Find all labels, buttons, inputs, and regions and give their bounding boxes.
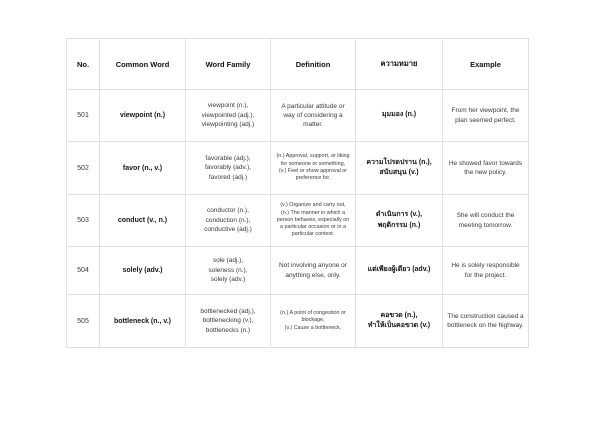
cell-thai-meaning — [356, 195, 443, 247]
word-family-line: conductor (n.), — [207, 207, 249, 215]
cell-word-family — [186, 195, 271, 247]
table-row-503 — [67, 195, 529, 247]
word-family-line: viewpointed (adj.), — [201, 111, 255, 119]
cell-thai-meaning — [356, 295, 443, 348]
word-family-line: favorable (adj.), — [205, 154, 251, 162]
cell-definition — [271, 142, 356, 195]
cell-common-word: viewpoint (n.) — [100, 90, 186, 142]
header-row — [67, 39, 529, 90]
cell-no: 505 — [67, 295, 100, 348]
definition-part: (n.) Approval, support, or liking for someone or something, — [276, 153, 350, 167]
definition-part: Not involving anyone or anything else, only. — [279, 262, 347, 279]
header-example: Example — [443, 39, 529, 90]
cell-common-word: favor (n., v.) — [100, 142, 186, 195]
definition-part: (n.) The manner in which a person behaves, especially on a particular occasion or in a particular context. — [276, 209, 350, 238]
cell-thai-meaning — [356, 90, 443, 142]
word-family-line: conduction (n.), — [205, 216, 251, 224]
definition-part: (v.) Cause a bottleneck. — [284, 324, 342, 331]
table-row-504 — [67, 247, 529, 295]
word-family-line: viewpoint (n.), — [207, 102, 249, 110]
cell-thai-meaning — [356, 247, 443, 295]
cell-example: The construction caused a bottleneck on the highway. — [443, 295, 529, 348]
cell-example: She will conduct the meeting tomorrow. — [443, 195, 529, 247]
cell-example: He is solely responsible for the project. — [443, 247, 529, 295]
header-common-word: Common Word — [100, 39, 186, 90]
table-row-501 — [67, 90, 529, 142]
header-thai-meaning: ความหมาย — [356, 39, 443, 90]
word-family-line: bottlenecks (n.) — [205, 326, 251, 334]
definition-part: (v.) Organize and carry out, — [280, 202, 346, 209]
thai-meaning-line: คอขวด (n.), — [380, 311, 418, 319]
cell-no: 503 — [67, 195, 100, 247]
word-family-line: favorably (adv.), — [204, 164, 252, 172]
table-row-505 — [67, 295, 529, 348]
cell-common-word: conduct (v., n.) — [100, 195, 186, 247]
cell-example: He showed favor towards the new policy. — [443, 142, 529, 195]
word-family-line: bottlenecking (v.), — [202, 317, 254, 325]
word-family-line: bottlenecked (adj.), — [200, 307, 256, 315]
thai-meaning-line: มุมมอง (n.) — [381, 111, 417, 119]
thai-meaning-line: ความโปรดปราน (n.), — [366, 158, 432, 166]
cell-word-family — [186, 90, 271, 142]
header-no: No. — [67, 39, 100, 90]
thai-meaning-line: สนับสนุน (v.) — [379, 169, 419, 176]
table-row-502 — [67, 142, 529, 195]
cell-definition — [271, 90, 356, 142]
cell-word-family — [186, 142, 271, 195]
word-family-line: soleness (n.), — [208, 266, 248, 274]
word-family-line: conductive (adj.) — [204, 226, 252, 234]
definition-part: (v.) Feel or show approval or preference for. — [278, 168, 348, 182]
cell-thai-meaning — [356, 142, 443, 195]
cell-word-family — [186, 295, 271, 348]
thai-meaning-line: ดำเนินการ (v.), — [375, 211, 423, 218]
cell-example: From her viewpoint, the plan seemed perfect. — [443, 90, 529, 142]
header-word-family: Word Family — [186, 39, 271, 90]
thai-meaning-line: พฤติกรรม (n.) — [377, 221, 421, 229]
definition-part: (n.) A point of congestion or blockage, — [280, 310, 346, 324]
definition-part: A particular attitude or way of considering a matter. — [281, 102, 345, 129]
cell-word-family — [186, 247, 271, 295]
cell-no: 502 — [67, 142, 100, 195]
cell-no: 504 — [67, 247, 100, 295]
cell-common-word: solely (adv.) — [100, 247, 186, 295]
thai-meaning-line: ทำให้เป็นคอขวด (v.) — [367, 322, 431, 329]
cell-no: 501 — [67, 90, 100, 142]
word-family-line: sole (adj.), — [212, 257, 244, 265]
cell-definition — [271, 195, 356, 247]
cell-definition — [271, 247, 356, 295]
header-definition: Definition — [271, 39, 356, 90]
vocabulary-table — [66, 38, 529, 348]
cell-definition — [271, 295, 356, 348]
cell-common-word: bottleneck (n., v.) — [100, 295, 186, 348]
word-family-line: solely (adv.) — [210, 276, 246, 284]
word-family-line: viewpointing (adj.) — [201, 121, 255, 129]
word-family-line: favored (adj.) — [208, 173, 248, 181]
thai-meaning-line: แต่เพียงผู้เดียว (adv.) — [367, 266, 431, 274]
